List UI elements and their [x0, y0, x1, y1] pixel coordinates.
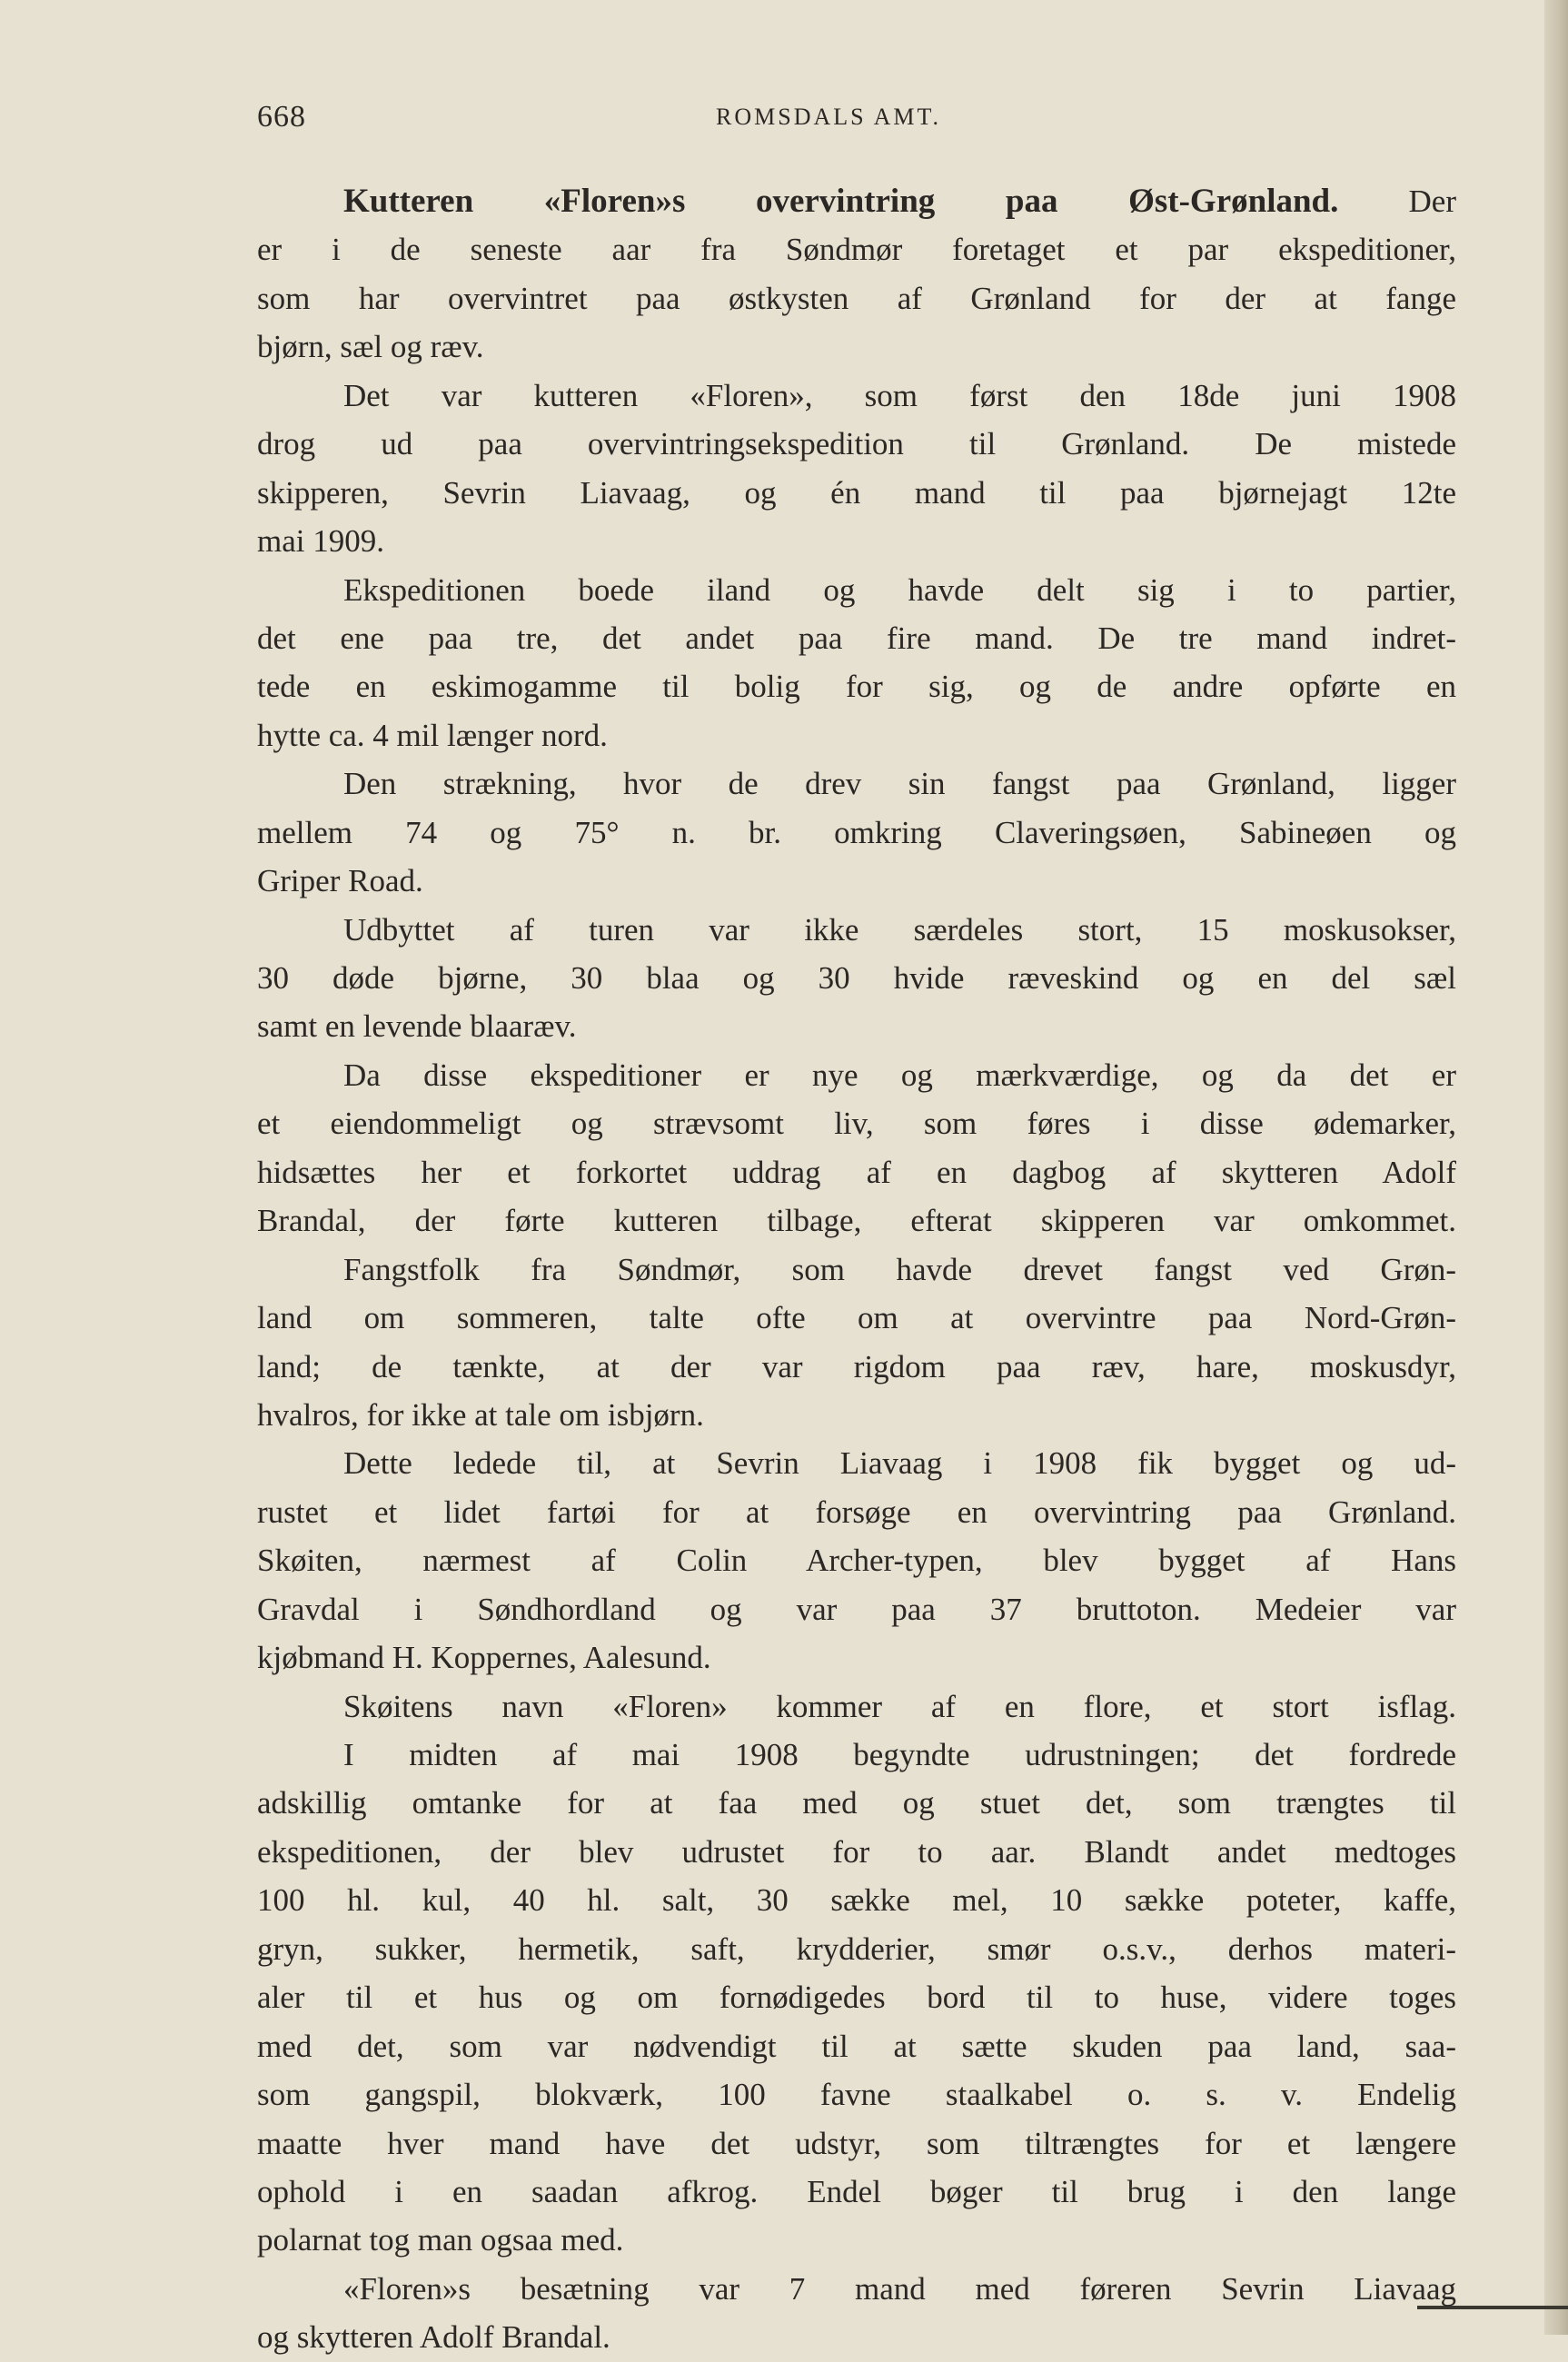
- text-line: Griper Road.: [257, 863, 423, 899]
- text-line: Udbyttet af turen var ikke særdeles stort, 15 moskusokser,: [343, 911, 1456, 948]
- page-number: 668: [257, 100, 306, 134]
- text-line: med det, som var nødvendigt til at sætte skuden paa land, saa-: [257, 2028, 1456, 2064]
- text-line: Skøiten, nærmest af Colin Archer-typen, blev bygget af Hans: [257, 1543, 1456, 1579]
- article-first-line-tail: Der: [1408, 184, 1456, 219]
- text-line: I midten af mai 1908 begyndte udrustningen; det fordrede: [343, 1737, 1456, 1772]
- article-first-line: [257, 177, 1456, 225]
- text-line: Den strækning, hvor de drev sin fangst paa Grønland, ligger: [343, 766, 1456, 802]
- text-line: Det var kutteren «Floren», som først den 18de juni 1908: [343, 377, 1456, 413]
- text-line: skipperen, Sevrin Liavaag, og én mand til paa bjørnejagt 12te: [257, 474, 1456, 511]
- text-line: rustet et lidet fartøi for at forsøge en overvintring paa Grønland.: [257, 1494, 1456, 1530]
- text-line: Ekspeditionen boede iland og havde delt sig i to partier,: [343, 571, 1456, 608]
- text-line: Da disse ekspeditioner er nye og mærkværdige, og da det er: [343, 1057, 1456, 1093]
- text-line: Fangstfolk fra Søndmør, som havde drevet fangst ved Grøn-: [343, 1251, 1456, 1287]
- text-line: ekspeditionen, der blev udrustet for to aar. Blandt andet medtoges: [257, 1833, 1456, 1870]
- text-line: er i de seneste aar fra Søndmør foretaget et par ekspeditioner,: [257, 232, 1456, 268]
- text-line: mellem 74 og 75° n. br. omkring Claveringsøen, Sabineøen og: [257, 814, 1456, 850]
- text-line: «Floren»s besætning var 7 mand med føreren Sevrin Liavaag: [343, 2270, 1456, 2307]
- text-line: maatte hver mand have det udstyr, som tiltrængtes for et længere: [257, 2125, 1456, 2161]
- text-line: land om sommeren, talte ofte om at overvintre paa Nord-Grøn-: [257, 1300, 1456, 1336]
- text-line: Skøitens navn «Floren» kommer af en flore, et stort isflag.: [343, 1688, 1456, 1724]
- text-line: aler til et hus og om fornødigedes bord til to huse, videre toges: [257, 1980, 1456, 2016]
- text-line: 100 hl. kul, 40 hl. salt, 30 sække mel, 10 sække poteter, kaffe,: [257, 1882, 1456, 1919]
- text-line: som gangspil, blokværk, 100 favne staalkabel o. s. v. Endelig: [257, 2077, 1456, 2113]
- text-line: land; de tænkte, at der var rigdom paa ræv, hare, moskusdyr,: [257, 1348, 1456, 1384]
- text-line: gryn, sukker, hermetik, saft, krydderier, smør o.s.v., derhos materi-: [257, 1930, 1456, 1967]
- text-line: Brandal, der førte kutteren tilbage, efterat skipperen var omkommet.: [257, 1203, 1456, 1239]
- text-line: tede en eskimogamme til bolig for sig, og de andre opførte en: [257, 669, 1456, 705]
- text-line: adskillig omtanke for at faa med og stuet det, som trængtes til: [257, 1785, 1456, 1821]
- text-line: ophold i en saadan afkrog. Endel bøger til brug i den lange: [257, 2173, 1456, 2209]
- text-line: og skytteren Adolf Brandal.: [257, 2319, 610, 2356]
- page-edge: [1544, 0, 1568, 2335]
- text-line: hidsættes her et forkortet uddrag af en dagbog af skytteren Adolf: [257, 1154, 1456, 1190]
- text-line: bjørn, sæl og ræv.: [257, 329, 484, 365]
- text-line: mai 1909.: [257, 523, 384, 560]
- text-line: det ene paa tre, det andet paa fire mand. De tre mand indret-: [257, 620, 1456, 656]
- text-line: polarnat tog man ogsaa med.: [257, 2222, 624, 2258]
- page-header: [257, 100, 1456, 136]
- running-head: ROMSDALS AMT.: [716, 104, 942, 130]
- text-line: et eiendommeligt og strævsomt liv, som føres i disse ødemarker,: [257, 1106, 1456, 1142]
- text-line: hvalros, for ikke at tale om isbjørn.: [257, 1396, 704, 1433]
- text-line: samt en levende blaaræv.: [257, 1008, 577, 1045]
- text-line: kjøbmand H. Koppernes, Aalesund.: [257, 1640, 711, 1676]
- text-line: som har overvintret paa østkysten af Grønland for der at fange: [257, 280, 1456, 316]
- text-line: drog ud paa overvintringsekspedition til Grønland. De mistede: [257, 426, 1456, 462]
- text-line: hytte ca. 4 mil længer nord.: [257, 717, 608, 753]
- text-line: 30 døde bjørne, 30 blaa og 30 hvide ræveskind og en del sæl: [257, 960, 1456, 996]
- text-line: Dette ledede til, at Sevrin Liavaag i 1908 fik bygget og ud-: [343, 1445, 1456, 1482]
- article-body: [257, 177, 1456, 2362]
- text-line: Gravdal i Søndhordland og var paa 37 bruttoton. Medeier var: [257, 1591, 1456, 1627]
- article-title: Kutteren «Floren»s overvintring paa Øst-Grønland.: [343, 183, 1339, 220]
